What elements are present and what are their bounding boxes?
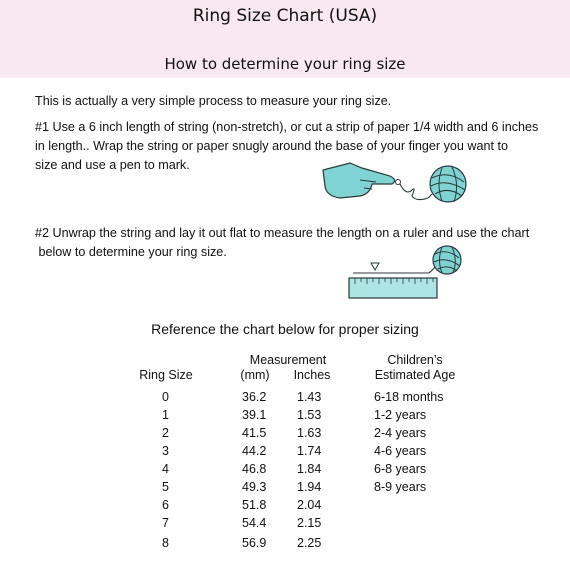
mm-cell: 56.9 xyxy=(242,536,267,550)
age-cell: 6-18 months xyxy=(374,390,444,404)
mm-cell: 49.3 xyxy=(242,480,267,494)
step-1-line: in length.. Wrap the string or paper snugly around the base of your finger you want to xyxy=(35,139,509,153)
table-row xyxy=(0,390,570,408)
inches-cell: 2.15 xyxy=(297,516,322,530)
header-measurement: Measurement xyxy=(249,353,327,367)
ring-size-cell: 1 xyxy=(162,408,169,422)
inches-cell: 2.25 xyxy=(297,536,322,550)
age-cell: 1-2 years xyxy=(374,408,427,422)
step-1-line: size and use a pen to mark. xyxy=(35,158,190,172)
table-row xyxy=(0,516,570,534)
pointing-finger-icon xyxy=(323,163,401,198)
pen-mark-icon xyxy=(371,263,379,270)
inches-cell: 1.43 xyxy=(297,390,322,404)
mm-cell: 36.2 xyxy=(242,390,267,404)
finger-yarn-illustration xyxy=(320,160,480,215)
age-cell: 2-4 years xyxy=(374,426,427,440)
header-mm: (mm) xyxy=(240,368,270,382)
mm-cell: 44.2 xyxy=(242,444,267,458)
ruler-yarn-illustration xyxy=(345,244,470,304)
table-row xyxy=(0,498,570,516)
age-cell: 8-9 years xyxy=(374,480,427,494)
ring-size-cell: 2 xyxy=(162,426,169,440)
step-2-line: below to determine your ring size. xyxy=(35,245,227,259)
age-cell: 6-8 years xyxy=(374,462,427,476)
string-line xyxy=(353,264,437,273)
yarn-ball-icon xyxy=(430,166,466,202)
reference-title: Reference the chart below for proper sizing xyxy=(151,321,419,337)
inches-cell: 1.94 xyxy=(297,480,322,494)
table-row xyxy=(0,444,570,462)
age-cell: 4-6 years xyxy=(374,444,427,458)
ring-size-cell: 7 xyxy=(162,516,169,530)
header-ring-size: Ring Size xyxy=(139,368,193,382)
table-row xyxy=(0,408,570,426)
mm-cell: 54.4 xyxy=(242,516,267,530)
ring-size-cell: 3 xyxy=(162,444,169,458)
table-row xyxy=(0,536,570,554)
inches-cell: 1.74 xyxy=(297,444,322,458)
header-age-line2: Estimated Age xyxy=(374,368,456,382)
table-row xyxy=(0,426,570,444)
header-inches: Inches xyxy=(293,368,331,382)
ring-size-cell: 5 xyxy=(162,480,169,494)
step-1-line: #1 Use a 6 inch length of string (non-stretch), or cut a strip of paper 1/4 width and 6 inches xyxy=(35,120,539,134)
mm-cell: 39.1 xyxy=(242,408,267,422)
page-title: Ring Size Chart (USA) xyxy=(192,6,378,26)
inches-cell: 2.04 xyxy=(297,498,322,512)
mm-cell: 51.8 xyxy=(242,498,267,512)
header-age-line1: Children’s xyxy=(387,353,443,367)
ring-size-cell: 6 xyxy=(162,498,169,512)
ruler-icon xyxy=(349,278,437,298)
ring-size-cell: 8 xyxy=(162,536,169,550)
ring-size-cell: 0 xyxy=(162,390,169,404)
inches-cell: 1.84 xyxy=(297,462,322,476)
ring-size-cell: 4 xyxy=(162,462,169,476)
intro-text: This is actually a very simple process to measure your ring size. xyxy=(35,94,392,108)
table-row xyxy=(0,480,570,498)
table-row xyxy=(0,462,570,480)
inches-cell: 1.63 xyxy=(297,426,322,440)
yarn-ball-icon xyxy=(433,246,461,274)
mm-cell: 46.8 xyxy=(242,462,267,476)
page-subtitle: How to determine your ring size xyxy=(164,55,406,73)
step-2-line: #2 Unwrap the string and lay it out flat to measure the length on a ruler and use the chart xyxy=(35,226,530,240)
mm-cell: 41.5 xyxy=(242,426,267,440)
string-line xyxy=(400,184,432,200)
inches-cell: 1.53 xyxy=(297,408,322,422)
